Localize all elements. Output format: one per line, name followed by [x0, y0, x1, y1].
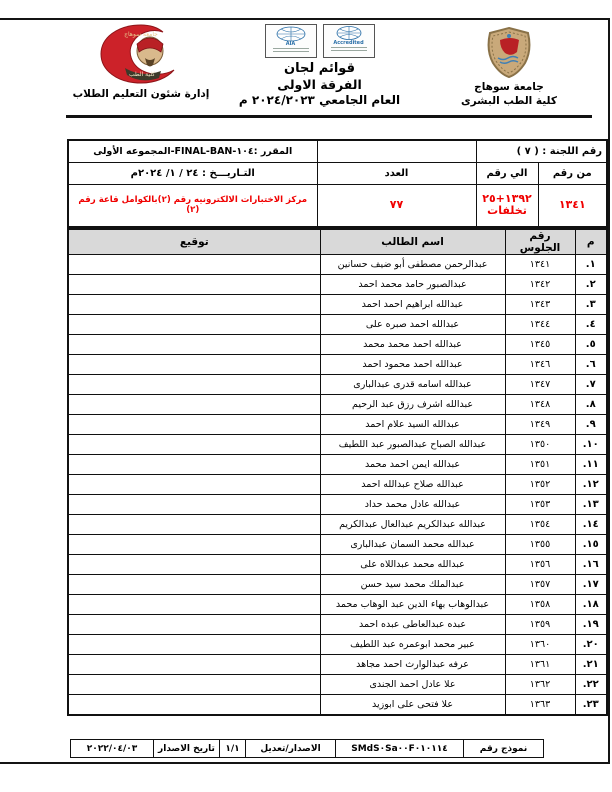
- seat-number-cell: ١٣٤٧: [505, 375, 575, 395]
- exam-date-cell: التـاريـــخ : ٢٤ / ١/ ٢٠٢٤م: [68, 162, 317, 184]
- form-number-code: SMdS٠Sa٠٠F٠١٠١١٤: [336, 740, 464, 758]
- row-index-cell: ١.: [575, 255, 607, 275]
- accreditation-logo-icon: [323, 24, 375, 58]
- signature-cell: [68, 575, 320, 595]
- row-index-cell: ١٢.: [575, 475, 607, 495]
- faculty-name: كلية الطب البشرى: [461, 95, 557, 108]
- row-index-cell: ١٣.: [575, 495, 607, 515]
- accreditation-smallprint: [331, 47, 367, 53]
- student-name-cell: عبدالله عادل محمد حداد: [320, 495, 505, 515]
- university-header: [434, 26, 584, 108]
- table-row: [68, 315, 607, 335]
- col-header-seat: رقم الجلوس: [505, 229, 575, 255]
- issue-date-value: ٢٠٢٢/٠٤/٠٣: [71, 740, 154, 758]
- revision-value: ١/١: [220, 740, 246, 758]
- signature-cell: [68, 555, 320, 575]
- row-index-cell: ١٦.: [575, 555, 607, 575]
- table-row: [68, 355, 607, 375]
- seat-number-cell: ١٣٥٣: [505, 495, 575, 515]
- table-row: [68, 455, 607, 475]
- student-name-cell: عبدالملك محمد سيد حسن: [320, 575, 505, 595]
- row-index-cell: ١٩.: [575, 615, 607, 635]
- seat-number-cell: ١٣٥١: [505, 455, 575, 475]
- seat-number-cell: ١٣٦١: [505, 655, 575, 675]
- course-code: FINAL-BAN-١٠٤: [174, 145, 254, 157]
- aia-caption: AIA: [285, 41, 296, 47]
- table-row: [68, 415, 607, 435]
- table-row: [68, 495, 607, 515]
- to-number-label: الي رقم: [476, 162, 538, 184]
- row-index-cell: ١١.: [575, 455, 607, 475]
- student-list-table: [67, 228, 608, 716]
- revision-label: الاصدار/تعديل: [246, 740, 336, 758]
- row-index-cell: ٢٣.: [575, 695, 607, 716]
- seat-number-cell: ١٣٤٩: [505, 415, 575, 435]
- row-index-cell: ١٨.: [575, 595, 607, 615]
- row-index-cell: ٩.: [575, 415, 607, 435]
- col-header-name: اسم الطالب: [320, 229, 505, 255]
- signature-cell: [68, 435, 320, 455]
- signature-cell: [68, 535, 320, 555]
- student-name-cell: عبدالرحمن مصطفى أبو ضيف حسانين: [320, 255, 505, 275]
- row-index-cell: ٧.: [575, 375, 607, 395]
- course-label: المقرر :: [253, 145, 293, 157]
- seat-number-cell: ١٣٥٢: [505, 475, 575, 495]
- table-row: [68, 655, 607, 675]
- signature-cell: [68, 475, 320, 495]
- student-name-cell: عبدالله اشرف رزق عبد الرحيم: [320, 395, 505, 415]
- table-row: [68, 575, 607, 595]
- seat-number-cell: ١٣٥٧: [505, 575, 575, 595]
- student-name-cell: عبدالله احمد صبره على: [320, 315, 505, 335]
- student-name-cell: عبدالصبور حامد محمد احمد: [320, 275, 505, 295]
- student-name-cell: عبدالله اسامه قدرى عبدالبارى: [320, 375, 505, 395]
- seat-number-cell: ١٣٥٤: [505, 515, 575, 535]
- table-row: [68, 275, 607, 295]
- seat-number-cell: ١٣٤٦: [505, 355, 575, 375]
- header-divider: [66, 115, 592, 118]
- row-index-cell: ٦.: [575, 355, 607, 375]
- red-crescent-logo-icon: [66, 24, 216, 86]
- crescent-top-text: جامعة سوهاج: [124, 31, 158, 38]
- signature-cell: [68, 615, 320, 635]
- seat-number-cell: ١٣٤١: [505, 255, 575, 275]
- seat-number-cell: ١٣٦٢: [505, 675, 575, 695]
- signature-cell: [68, 695, 320, 716]
- count-value: ٧٧: [317, 184, 476, 227]
- row-index-cell: ٢.: [575, 275, 607, 295]
- seat-number-cell: ١٣٤٥: [505, 335, 575, 355]
- table-row: [68, 555, 607, 575]
- student-name-cell: عبير محمد ابوعمره عبد اللطيف: [320, 635, 505, 655]
- row-index-cell: ١٥.: [575, 535, 607, 555]
- seat-number-cell: ١٣٤٢: [505, 275, 575, 295]
- row-index-cell: ١٠.: [575, 435, 607, 455]
- row-index-cell: ٢٠.: [575, 635, 607, 655]
- signature-cell: [68, 515, 320, 535]
- row-index-cell: ١٧.: [575, 575, 607, 595]
- table-row: [68, 375, 607, 395]
- university-name: جامعة سوهاج: [474, 81, 544, 93]
- exam-info-table: [67, 139, 608, 228]
- table-row: [68, 295, 607, 315]
- to-number-value: ١٣٩٢+٢٥ تخلفات: [476, 184, 538, 227]
- signature-cell: [68, 415, 320, 435]
- course-group: -المجموعه الأولى: [93, 145, 175, 157]
- seat-number-cell: ١٣٤٨: [505, 395, 575, 415]
- grade-title: الفرقة الاولى: [277, 77, 362, 93]
- signature-cell: [68, 355, 320, 375]
- count-label: العدد: [317, 162, 476, 184]
- document-title-block: [222, 24, 417, 108]
- from-number-value: ١٣٤١: [538, 184, 607, 227]
- empty-cell: [317, 140, 476, 162]
- signature-cell: [68, 275, 320, 295]
- row-index-cell: ٢١.: [575, 655, 607, 675]
- department-header: [66, 24, 216, 100]
- student-name-cell: علا عادل احمد الجندى: [320, 675, 505, 695]
- student-name-cell: عبدالله ابراهيم احمد احمد: [320, 295, 505, 315]
- academic-year-title: العام الجامعي ٢٠٢٤/٢٠٢٣ م: [238, 92, 401, 107]
- signature-cell: [68, 315, 320, 335]
- student-name-cell: عبدالله الصباح عبدالصبور عبد اللطيف: [320, 435, 505, 455]
- student-rows: [68, 255, 607, 716]
- department-name: إدارة شئون التعليم الطلاب: [72, 88, 210, 100]
- row-index-cell: ١٤.: [575, 515, 607, 535]
- form-footer-table: [70, 739, 544, 758]
- row-index-cell: ٣.: [575, 295, 607, 315]
- signature-cell: [68, 655, 320, 675]
- col-header-signature: توقيع: [68, 229, 320, 255]
- student-name-cell: عبدالله احمد محمود احمد: [320, 355, 505, 375]
- student-name-cell: عبدالله احمد محمد محمد: [320, 335, 505, 355]
- university-shield-icon: [434, 26, 584, 78]
- accreditation-caption: Accredited: [333, 40, 364, 46]
- row-index-cell: ٥.: [575, 335, 607, 355]
- signature-cell: [68, 335, 320, 355]
- student-name-cell: عبدالوهاب بهاء الدين عبد الوهاب محمد: [320, 595, 505, 615]
- table-row: [68, 595, 607, 615]
- row-index-cell: ٤.: [575, 315, 607, 335]
- seat-number-cell: ١٣٥٠: [505, 435, 575, 455]
- aia-logo-icon: [265, 24, 317, 58]
- table-row: [68, 395, 607, 415]
- table-row: [68, 255, 607, 275]
- page-title: قوائم لجان: [284, 61, 355, 76]
- student-name-cell: عرفه عبدالوارث احمد مجاهد: [320, 655, 505, 675]
- student-name-cell: عبدالله ايمن احمد محمد: [320, 455, 505, 475]
- course-cell: [68, 140, 317, 162]
- student-name-cell: عبدالله محمد السمان عبدالبارى: [320, 535, 505, 555]
- student-name-cell: عبدالله عبدالكريم عبدالعال عبدالكريم: [320, 515, 505, 535]
- seat-number-cell: ١٣٥٥: [505, 535, 575, 555]
- col-header-index: م: [575, 229, 607, 255]
- student-name-cell: عبدالله صلاح عبدالله احمد: [320, 475, 505, 495]
- table-row: [68, 515, 607, 535]
- table-row: [68, 635, 607, 655]
- table-row: [68, 535, 607, 555]
- signature-cell: [68, 295, 320, 315]
- signature-cell: [68, 635, 320, 655]
- exam-center-note: مركز الاختبارات الالكترونيه رقم (٢)بالكوامل قاعة رقم (٢): [68, 184, 317, 227]
- student-name-cell: عبدالله السيد علام احمد: [320, 415, 505, 435]
- table-row: [68, 435, 607, 455]
- table-row: [68, 335, 607, 355]
- signature-cell: [68, 675, 320, 695]
- seat-number-cell: ١٣٥٨: [505, 595, 575, 615]
- table-row: [68, 615, 607, 635]
- student-name-cell: عبده عبدالعاطى عبده احمد: [320, 615, 505, 635]
- student-name-cell: عبدالله محمد عبداللاه على: [320, 555, 505, 575]
- signature-cell: [68, 495, 320, 515]
- signature-cell: [68, 395, 320, 415]
- issue-date-label: تاريخ الاصدار: [154, 740, 220, 758]
- table-row: [68, 675, 607, 695]
- committee-number-cell: رقم اللجنة : ( ٧ ): [476, 140, 607, 162]
- table-row: [68, 475, 607, 495]
- table-row: [68, 695, 607, 716]
- signature-cell: [68, 255, 320, 275]
- aia-smallprint: [273, 48, 309, 54]
- row-index-cell: ٨.: [575, 395, 607, 415]
- crescent-bottom-text: كلية الطب: [128, 71, 156, 78]
- seat-number-cell: ١٣٤٣: [505, 295, 575, 315]
- from-number-label: من رقم: [538, 162, 607, 184]
- student-name-cell: علا فتحى على ابوزيد: [320, 695, 505, 716]
- signature-cell: [68, 375, 320, 395]
- seat-number-cell: ١٣٥٩: [505, 615, 575, 635]
- signature-cell: [68, 455, 320, 475]
- seat-number-cell: ١٣٤٤: [505, 315, 575, 335]
- seat-number-cell: ١٣٦٣: [505, 695, 575, 716]
- form-number-label: نموذج رقم: [464, 740, 544, 758]
- seat-number-cell: ١٣٦٠: [505, 635, 575, 655]
- signature-cell: [68, 595, 320, 615]
- row-index-cell: ٢٢.: [575, 675, 607, 695]
- seat-number-cell: ١٣٥٦: [505, 555, 575, 575]
